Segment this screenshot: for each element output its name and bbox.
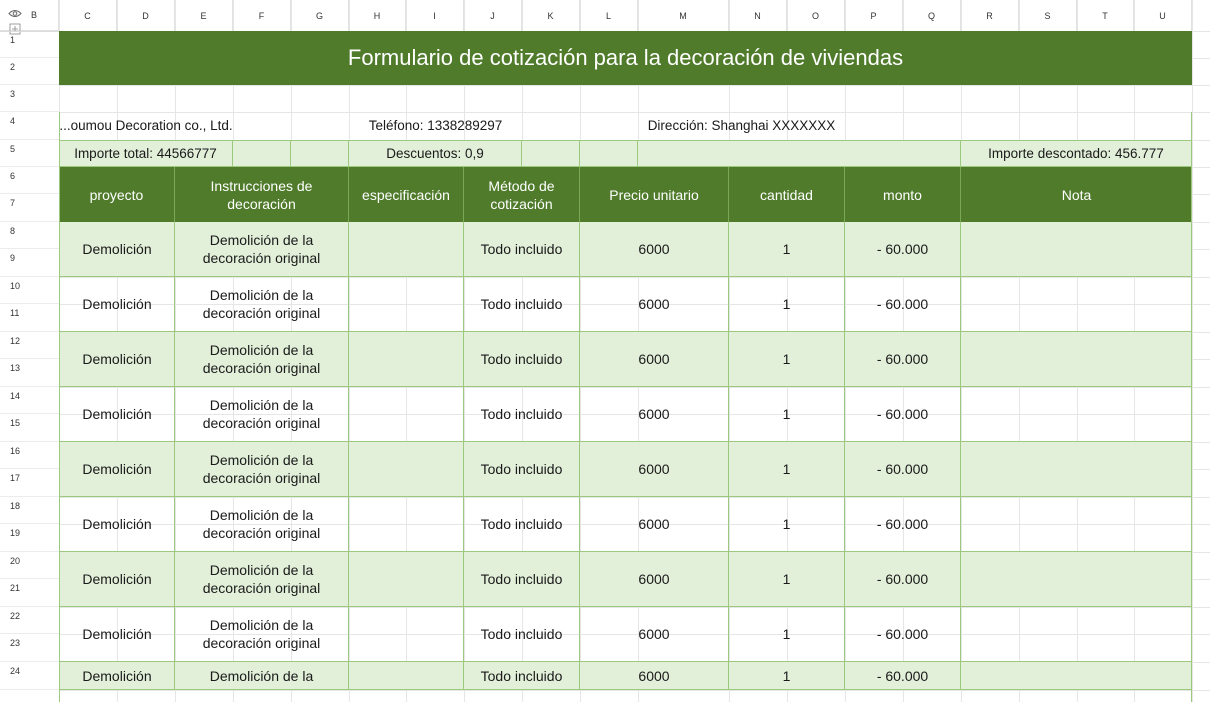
table-header-7: Nota bbox=[961, 167, 1192, 222]
table-cell-proyecto[interactable]: Demolición bbox=[59, 442, 175, 497]
table-cell-proyecto[interactable]: Demolición bbox=[59, 332, 175, 387]
table-cell-instrucciones[interactable]: Demolición de la decoración original bbox=[175, 607, 349, 662]
table-cell-especificacion[interactable] bbox=[349, 332, 464, 387]
row-header-3[interactable]: 3 bbox=[0, 85, 59, 112]
table-cell-cantidad[interactable]: 1 bbox=[729, 662, 845, 690]
column-header-k[interactable]: K bbox=[522, 0, 580, 31]
table-cell-especificacion[interactable] bbox=[349, 222, 464, 277]
column-header-m[interactable]: M bbox=[638, 0, 729, 31]
eye-icon[interactable] bbox=[8, 9, 22, 18]
row-header-9[interactable]: 9 bbox=[0, 249, 59, 277]
grid-hline bbox=[59, 690, 1210, 691]
grid-hline bbox=[59, 85, 1210, 86]
row-header-14[interactable]: 14 bbox=[0, 387, 59, 414]
summary-empty-cell[interactable] bbox=[233, 140, 291, 167]
table-cell-especificacion[interactable] bbox=[349, 662, 464, 690]
table-cell-precio[interactable]: 6000 bbox=[580, 662, 729, 690]
table-cell-especificacion[interactable] bbox=[349, 552, 464, 607]
column-header-p[interactable]: P bbox=[845, 0, 903, 31]
table-cell-nota[interactable] bbox=[961, 277, 1192, 332]
table-cell-cantidad[interactable]: 1 bbox=[729, 277, 845, 332]
row-header-20[interactable]: 20 bbox=[0, 552, 59, 579]
row-header-10[interactable]: 10 bbox=[0, 277, 59, 304]
table-header-3: Método de cotización bbox=[464, 167, 580, 222]
column-header-j[interactable]: J bbox=[464, 0, 522, 31]
row-header-8[interactable]: 8 bbox=[0, 222, 59, 249]
table-cell-especificacion[interactable] bbox=[349, 497, 464, 552]
column-header-u[interactable]: U bbox=[1134, 0, 1192, 31]
table-cell-proyecto[interactable]: Demolición bbox=[59, 497, 175, 552]
row-header-22[interactable]: 22 bbox=[0, 607, 59, 634]
table-cell-monto[interactable]: - 60.000 bbox=[845, 387, 961, 442]
row-header-1[interactable]: 1 bbox=[0, 31, 59, 58]
table-cell-instrucciones[interactable]: Demolición de la decoración original bbox=[175, 442, 349, 497]
table-cell-cantidad[interactable]: 1 bbox=[729, 387, 845, 442]
table-cell-nota[interactable] bbox=[961, 222, 1192, 277]
table-cell-cantidad[interactable]: 1 bbox=[729, 497, 845, 552]
column-header-c[interactable]: C bbox=[59, 0, 117, 31]
summary-empty-cell[interactable] bbox=[522, 140, 580, 167]
column-header-l[interactable]: L bbox=[580, 0, 638, 31]
table-cell-metodo[interactable]: Todo incluido bbox=[464, 277, 580, 332]
table-cell-precio[interactable]: 6000 bbox=[580, 552, 729, 607]
table-header-0: proyecto bbox=[59, 167, 175, 222]
column-header-g[interactable]: G bbox=[291, 0, 349, 31]
table-cell-cantidad[interactable]: 1 bbox=[729, 552, 845, 607]
table-cell-especificacion[interactable] bbox=[349, 277, 464, 332]
table-cell-monto[interactable]: - 60.000 bbox=[845, 332, 961, 387]
row-header-5[interactable]: 5 bbox=[0, 140, 59, 167]
table-cell-instrucciones[interactable]: Demolición de la decoración original bbox=[175, 332, 349, 387]
table-cell-proyecto[interactable]: Demolición bbox=[59, 552, 175, 607]
table-cell-especificacion[interactable] bbox=[349, 442, 464, 497]
table-cell-instrucciones[interactable]: Demolición de la decoración original bbox=[175, 277, 349, 332]
column-header-f[interactable]: F bbox=[233, 0, 291, 31]
table-header-2: especificación bbox=[349, 167, 464, 222]
summary-empty-cell[interactable] bbox=[291, 140, 349, 167]
table-cell-metodo[interactable]: Todo incluido bbox=[464, 662, 580, 690]
row-header-21[interactable]: 21 bbox=[0, 579, 59, 607]
table-cell-monto[interactable]: - 60.000 bbox=[845, 552, 961, 607]
table-cell-instrucciones[interactable]: Demolición de la decoración original bbox=[175, 497, 349, 552]
table-cell-precio[interactable]: 6000 bbox=[580, 332, 729, 387]
row-header-11[interactable]: 11 bbox=[0, 304, 59, 332]
table-cell-nota[interactable] bbox=[961, 662, 1192, 690]
table-cell-cantidad[interactable]: 1 bbox=[729, 222, 845, 277]
row-header-6[interactable]: 6 bbox=[0, 167, 59, 194]
total-amount-cell[interactable]: Importe total: 44566777 bbox=[59, 140, 233, 167]
row-header-16[interactable]: 16 bbox=[0, 442, 59, 469]
table-header-1: Instrucciones de decoración bbox=[175, 167, 349, 222]
table-cell-monto[interactable]: - 60.000 bbox=[845, 277, 961, 332]
table-cell-monto[interactable]: - 60.000 bbox=[845, 442, 961, 497]
row-header-15[interactable]: 15 bbox=[0, 414, 59, 442]
discount-cell[interactable]: Descuentos: 0,9 bbox=[349, 140, 522, 167]
table-cell-instrucciones[interactable]: Demolición de la decoración original bbox=[175, 552, 349, 607]
column-header-e[interactable]: E bbox=[175, 0, 233, 31]
table-cell-precio[interactable]: 6000 bbox=[580, 387, 729, 442]
table-cell-nota[interactable] bbox=[961, 332, 1192, 387]
table-cell-nota[interactable] bbox=[961, 552, 1192, 607]
table-cell-proyecto[interactable]: Demolición bbox=[59, 387, 175, 442]
column-header-h[interactable]: H bbox=[349, 0, 406, 31]
row-header-4[interactable]: 4 bbox=[0, 112, 59, 140]
row-header-24[interactable]: 24 bbox=[0, 662, 59, 690]
discounted-amount-cell[interactable]: Importe descontado: 456.777 bbox=[961, 140, 1192, 167]
table-cell-monto[interactable]: - 60.000 bbox=[845, 607, 961, 662]
column-header-r[interactable]: R bbox=[961, 0, 1019, 31]
row-header-2[interactable]: 2 bbox=[0, 58, 59, 85]
column-header-i[interactable]: I bbox=[406, 0, 464, 31]
column-header-d[interactable]: D bbox=[117, 0, 175, 31]
table-cell-precio[interactable]: 6000 bbox=[580, 497, 729, 552]
row-header-12[interactable]: 12 bbox=[0, 332, 59, 359]
table-cell-especificacion[interactable] bbox=[349, 607, 464, 662]
column-header-q[interactable]: Q bbox=[903, 0, 961, 31]
table-cell-instrucciones[interactable]: Demolición de la decoración original bbox=[175, 222, 349, 277]
table-cell-cantidad[interactable]: 1 bbox=[729, 332, 845, 387]
table-cell-cantidad[interactable]: 1 bbox=[729, 442, 845, 497]
page-title: Formulario de cotización para la decoración de viviendas bbox=[59, 31, 1192, 85]
row-header-18[interactable]: 18 bbox=[0, 497, 59, 524]
table-cell-monto[interactable]: - 60.000 bbox=[845, 222, 961, 277]
select-all-corner[interactable] bbox=[0, 0, 59, 31]
row-header-17[interactable]: 17 bbox=[0, 469, 59, 497]
phone-cell[interactable]: Teléfono: 1338289297 bbox=[368, 118, 503, 133]
row-header-7[interactable]: 7 bbox=[0, 194, 59, 222]
column-header-t[interactable]: T bbox=[1077, 0, 1134, 31]
table-cell-metodo[interactable]: Todo incluido bbox=[464, 222, 580, 277]
table-cell-metodo[interactable]: Todo incluido bbox=[464, 332, 580, 387]
table-cell-nota[interactable] bbox=[961, 387, 1192, 442]
table-cell-monto[interactable]: - 60.000 bbox=[845, 662, 961, 690]
table-cell-proyecto[interactable]: Demolición bbox=[59, 222, 175, 277]
column-header-o[interactable]: O bbox=[787, 0, 845, 31]
table-cell-metodo[interactable]: Todo incluido bbox=[464, 387, 580, 442]
summary-empty-cell[interactable] bbox=[638, 140, 961, 167]
table-cell-precio[interactable]: 6000 bbox=[580, 277, 729, 332]
table-cell-instrucciones[interactable]: Demolición de la decoración original bbox=[175, 387, 349, 442]
table-cell-especificacion[interactable] bbox=[349, 387, 464, 442]
company-name-cell[interactable]: ...oumou Decoration co., Ltd. bbox=[59, 118, 233, 133]
column-header-n[interactable]: N bbox=[729, 0, 787, 31]
table-header-6: monto bbox=[845, 167, 961, 222]
table-cell-nota[interactable] bbox=[961, 607, 1192, 662]
table-cell-proyecto[interactable]: Demolición bbox=[59, 277, 175, 332]
summary-empty-cell[interactable] bbox=[580, 140, 638, 167]
address-cell[interactable]: Dirección: Shanghai XXXXXXX bbox=[647, 118, 836, 133]
table-cell-precio[interactable]: 6000 bbox=[580, 442, 729, 497]
table-header-4: Precio unitario bbox=[580, 167, 729, 222]
table-cell-cantidad[interactable]: 1 bbox=[729, 607, 845, 662]
table-cell-proyecto[interactable]: Demolición bbox=[59, 662, 175, 690]
row-header-23[interactable]: 23 bbox=[0, 634, 59, 662]
table-cell-nota[interactable] bbox=[961, 442, 1192, 497]
row-header-13[interactable]: 13 bbox=[0, 359, 59, 387]
table-cell-metodo[interactable]: Todo incluido bbox=[464, 497, 580, 552]
table-cell-instrucciones[interactable]: Demolición de la bbox=[175, 662, 349, 690]
table-cell-monto[interactable]: - 60.000 bbox=[845, 497, 961, 552]
column-header-s[interactable]: S bbox=[1019, 0, 1077, 31]
row-header-19[interactable]: 19 bbox=[0, 524, 59, 552]
table-header-5: cantidad bbox=[729, 167, 845, 222]
table-cell-precio[interactable]: 6000 bbox=[580, 607, 729, 662]
table-cell-metodo[interactable]: Todo incluido bbox=[464, 607, 580, 662]
table-cell-nota[interactable] bbox=[961, 497, 1192, 552]
grid-vline bbox=[1192, 0, 1193, 702]
column-header-label[interactable]: B bbox=[31, 10, 38, 20]
table-cell-precio[interactable]: 6000 bbox=[580, 222, 729, 277]
table-cell-proyecto[interactable]: Demolición bbox=[59, 607, 175, 662]
table-cell-metodo[interactable]: Todo incluido bbox=[464, 442, 580, 497]
table-cell-metodo[interactable]: Todo incluido bbox=[464, 552, 580, 607]
